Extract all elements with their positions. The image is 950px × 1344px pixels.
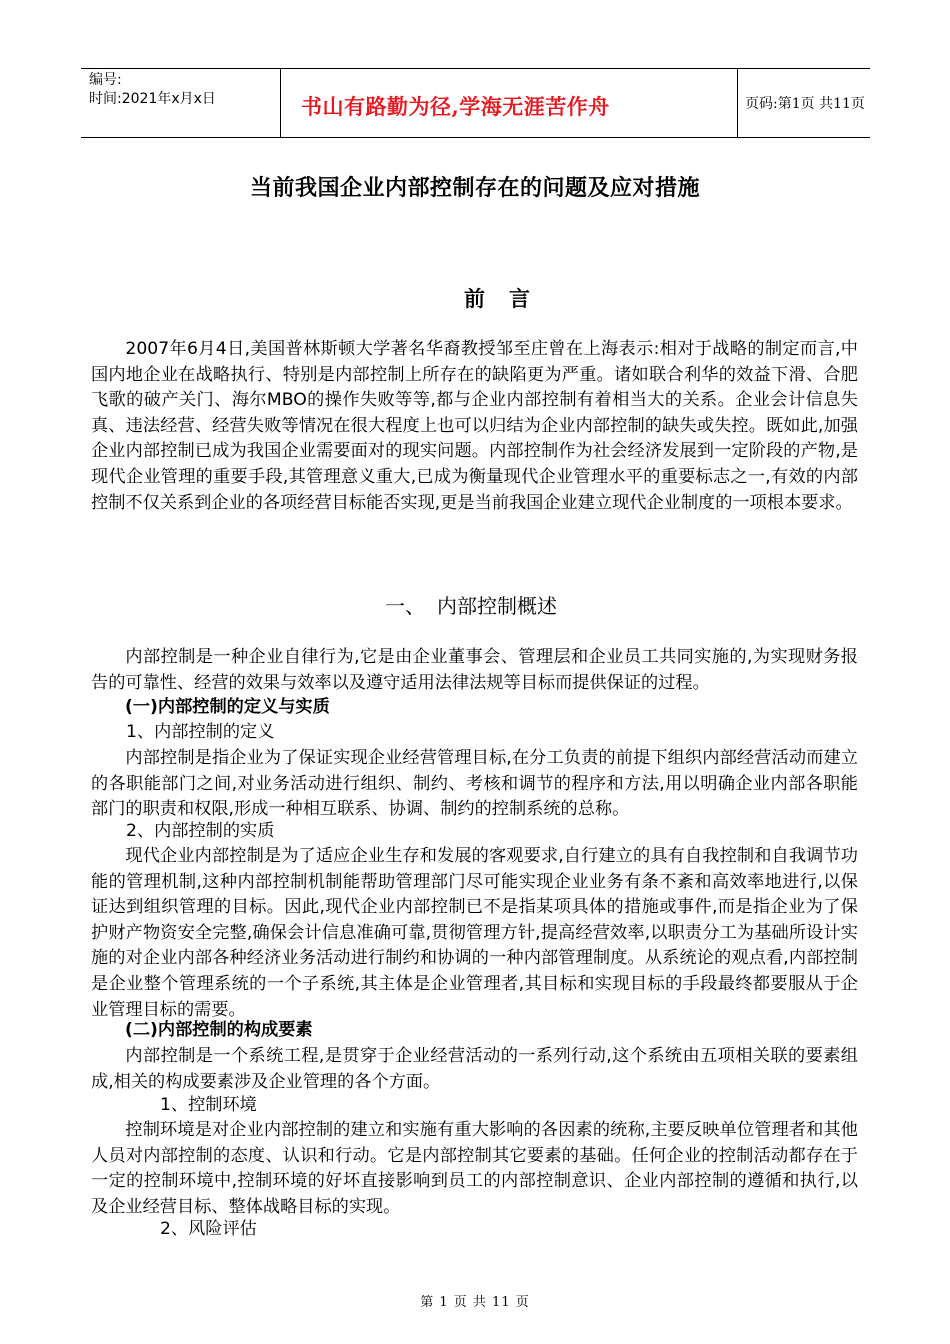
- section1-title: 内部控制概述: [437, 594, 557, 618]
- header-date-label: 时间:2021年x月x日: [89, 91, 216, 107]
- preface-heading-char-1: 前: [464, 287, 487, 311]
- sub2-item1-text: 控制环境是对企业内部控制的建立和实施有重大影响的各因素的统称,主要反映单位管理者和其他人员对内部控制的态度、认识和行动。它是内部控制其它要素的基础。任何企业的控制活动都存在于一定的控制环境中,控制环境的好坏直接影响到员工的内部控制意识、企业内部控制的遵循和执行,以及企业经营目标、整体战略目标的实现。: [91, 1120, 858, 1217]
- sub1-heading: (一)内部控制的定义与实质: [125, 697, 330, 717]
- header-number-label: 编号:: [89, 72, 122, 88]
- page-footer: 第 1 页 共 11 页: [420, 1295, 530, 1310]
- sub1-item2-title: 2、内部控制的实质: [126, 821, 275, 841]
- section1-heading: [385, 590, 557, 619]
- preface-paragraph: 2007年6月4日,美国普林斯顿大学著名华裔教授邹至庄曾在上海表示:相对于战略的制定而言,中国内地企业在战略执行、特别是内部控制上所存在的缺陷更为严重。诸如联合利华的效益下滑、合肥飞歌的破产关门、海尔MBO的操作失败等等,都与企业内部控制有着相当大的关系。企业会计信息失真、违法经营、经营失败等情况在很大程度上也可以归结为企业内部控制的缺失或失控。既如此,加强企业内部控制已成为我国企业需要面对的现实问题。内部控制作为社会经济发展到一定阶段的产物,是现代企业管理的重要手段,其管理意义重大,已成为衡量现代企业管理水平的重要标志之一,有效的内部控制不仅关系到企业的各项经营目标能否实现,更是当前我国企业建立现代企业制度的一项根本要求。: [91, 339, 858, 513]
- sub2-heading: (二)内部控制的构成要素: [125, 1020, 313, 1040]
- preface-heading-char-2: 言: [509, 287, 532, 311]
- sub2-item2-title: 2、风险评估: [160, 1219, 257, 1239]
- sub2-item1-title: 1、控制环境: [160, 1095, 257, 1115]
- document-title: 当前我国企业内部控制存在的问题及应对措施: [249, 176, 700, 201]
- header-page-info: 页码:第1页 共11页: [745, 96, 865, 112]
- preface-heading: [0, 283, 950, 313]
- header-table: [81, 68, 870, 138]
- sub1-item1-text: 内部控制是指企业为了保证实现企业经营管理目标,在分工负责的前提下组织内部经营活动而建立的各职能部门之间,对业务活动进行组织、制约、考核和调节的程序和方法,用以明确企业内部各职能部门的职责和权限,形成一种相互联系、协调、制约的控制系统的总称。: [91, 748, 858, 820]
- header-page-cell: [737, 69, 870, 137]
- header-meta-cell: [81, 69, 281, 137]
- sub1-item2-text: 现代企业内部控制是为了适应企业生存和发展的客观要求,自行建立的具有自我控制和自我调节功能的管理机制,这种内部控制机制能帮助管理部门尽可能实现企业业务有条不紊和高效率地进行,以保证达到组织管理的目标。因此,现代企业内部控制已不是指某项具体的措施或事件,而是指企业为了保护财产物资安全完整,确保会计信息准确可靠,贯彻管理方针,提高经营效率,以职责分工为基础所设计实施的对企业内部各种经济业务活动进行制约和协调的一种内部管理制度。从系统论的观点看,内部控制是企业整个管理系统的一个子系统,其主体是企业管理者,其目标和实现目标的手段最终都要服从于企业管理目标的需要。: [91, 846, 858, 1020]
- header-motto-cell: [281, 69, 738, 137]
- section1-number: 一、: [385, 594, 425, 618]
- sub2-intro: 内部控制是一个系统工程,是贯穿于企业经营活动的一系列行动,这个系统由五项相关联的要素组成,相关的构成要素涉及企业管理的各个方面。: [91, 1046, 858, 1092]
- header-motto: 书山有路勤为径,学海无涯苦作舟: [301, 94, 610, 119]
- section1-intro: 内部控制是一种企业自律行为,它是由企业董事会、管理层和企业员工共同实施的,为实现财务报告的可靠性、经营的效果与效率以及遵守适用法律法规等目标而提供保证的过程。: [91, 647, 858, 693]
- sub1-item1-title: 1、内部控制的定义: [126, 722, 275, 742]
